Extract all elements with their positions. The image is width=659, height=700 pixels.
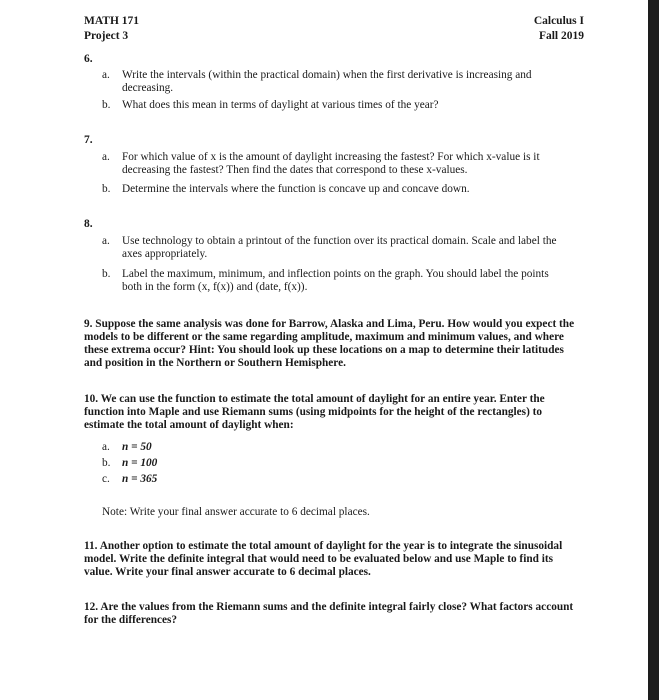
item-label: a. [102, 441, 110, 453]
question-9-number: 9. [84, 318, 96, 330]
question-10-note: Note: Write your final answer accurate to 6 decimal places. [102, 506, 370, 518]
question-11-text: Another option to estimate the total amount of daylight for the year is to integrate the sinusoidal model. Write the definite integral that would need to be evaluated below and use Maple to find its value. Write your final answer accurate to 6 decimal places. [84, 540, 563, 578]
question-8b [102, 268, 572, 294]
question-8-number: 8. [84, 218, 93, 230]
question-10 [84, 393, 584, 432]
question-6b-text: What does this mean in terms of daylight at various times of the year? [122, 99, 439, 111]
question-12-text: Are the values from the Riemann sums and the definite integral fairly close? What factors account for the differences? [84, 601, 574, 626]
window-edge [648, 0, 659, 700]
question-6b-label: b. [102, 99, 111, 111]
question-10-item-c [102, 473, 157, 486]
question-6a-label: a. [102, 69, 110, 81]
question-6b [102, 99, 572, 113]
question-12 [84, 601, 574, 627]
question-7b [102, 183, 572, 197]
question-10-item-b [102, 457, 157, 470]
item-value: n = 365 [122, 473, 158, 485]
header-left [84, 14, 139, 44]
question-12-number: 12. [84, 601, 101, 613]
question-9-text: Suppose the same analysis was done for Barrow, Alaska and Lima, Peru. How would you expect the models to be different or the same regarding amplitude, maximum and minimum values, and where these extrema occur? Hint: You should look up these locations on a map to determine their latitudes and position in the Northern or Southern Hemisphere. [84, 318, 575, 369]
question-7-number: 7. [84, 134, 93, 146]
question-10-item-a [102, 441, 152, 454]
question-8a [102, 235, 572, 261]
course-term: Fall 2019 [538, 30, 584, 42]
question-9 [84, 318, 584, 370]
header-right [534, 14, 584, 44]
question-8a-label: a. [102, 235, 110, 247]
question-10-text: We can use the function to estimate the total amount of daylight for an entire year. Enter the function into Maple and use Riemann sums (using midpoints for the height of the rectangles) to estimate the total amount of daylight when: [84, 393, 545, 431]
question-7a [102, 151, 572, 177]
question-10-number: 10. [84, 393, 101, 405]
course-subject: Calculus I [533, 15, 584, 27]
course-code: MATH 171 [84, 15, 140, 27]
question-8b-label: b. [102, 268, 111, 280]
question-7b-text: Determine the intervals where the function is concave up and concave down. [122, 183, 470, 195]
question-11-number: 11. [84, 540, 100, 552]
item-label: c. [102, 473, 110, 485]
project-number: Project 3 [84, 30, 129, 42]
question-6-number: 6. [84, 53, 93, 65]
question-8b-text: Label the maximum, minimum, and inflection points on the graph. You should label the points both in the form (x, f(x)) and (date, f(x)). [122, 268, 549, 293]
question-8a-text: Use technology to obtain a printout of the function over its practical domain. Scale and label the axes appropriately. [122, 235, 557, 260]
question-7a-text: For which value of x is the amount of daylight increasing the fastest? For which x-value is it decreasing the fastest? Then find the dates that correspond to these x-values. [122, 151, 540, 176]
question-11 [84, 540, 574, 579]
question-6a [102, 69, 572, 95]
item-label: b. [102, 457, 111, 469]
question-7b-label: b. [102, 183, 111, 195]
question-7a-label: a. [102, 151, 110, 163]
item-value: n = 100 [122, 457, 158, 469]
question-6a-text: Write the intervals (within the practical domain) when the first derivative is increasing and decreasing. [122, 69, 532, 94]
item-value: n = 50 [122, 441, 152, 453]
